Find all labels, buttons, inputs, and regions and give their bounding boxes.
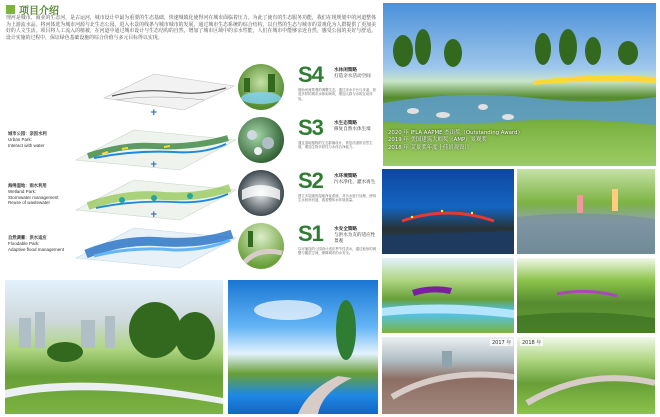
plus-icon: + (150, 160, 158, 170)
strategy-photo-s4 (238, 64, 284, 110)
layer-label-urban: 城市公园：亲因水利 Urban Park: Interact with water (8, 132, 47, 148)
hero-photo (383, 3, 656, 166)
after-photo (517, 337, 655, 414)
kids-photo (517, 169, 655, 254)
strategy-desc: 通过湿地植物的生态群落设计，恢复河道的自然生境，增加生物多样性与水体自净能力。 (298, 141, 373, 150)
intro-paragraph: 理河是城市、商业的生态河，是古运河，城市设计中最为重要的生态基础，快速城镇化使得河在城市面临着压力。为此了使有的生态服务功能，我们在现规划中的河道整体为上游流水品，将河体选为城市河源与北生态公园，进入水景的线条与城市城市的发展，通过城市生态系统的综合结构，以自然的生态与城市的景观化为人群提供了更加美好的人文生活。项目将人工流入的植被，在河道中通过城市设计与生态结构的自然，增加了城市区域中的亲水性能，人们在城市中能够亲近自然，感受公园的美好与舒适。设计实施的过程中，保证绿色基础设施的综合价值与多元目标得以实现。 (6, 15, 376, 41)
plus-icon: + (150, 108, 158, 118)
strategy-photo-s2 (238, 170, 284, 216)
award-item: 2019 年 美国建筑大师奖（AMP）景观奖 (388, 137, 487, 144)
wetland-photo-a (382, 258, 514, 333)
layer-diagram (4, 60, 240, 278)
section-header (6, 3, 59, 15)
award-list (388, 130, 523, 152)
strategy-photo-s3 (238, 117, 284, 163)
layer-label-wetland: 海绵湿地：雨水利用 Wetland Park: Stormwater management Reuse of wastewater (8, 184, 59, 205)
park-photo (5, 280, 223, 414)
strategy-code: S2 (298, 168, 323, 193)
strategy-desc: 以可淹没的公园设计适应季节性洪水，通过地形的调整与蓄洪空间，保障城市的水安全。 (298, 247, 376, 256)
strategy-code: S4 (298, 62, 323, 87)
strategy-photo-s1 (238, 223, 284, 269)
plus-icon: + (150, 210, 158, 220)
before-photo (382, 337, 514, 414)
award-item: 2020 年 IFLA AAPME 杰出奖（Outstanding Award） (388, 130, 523, 136)
strategy-code: S1 (298, 221, 323, 246)
strategy-title: 水休闲策略 打造亲水活动空间 (334, 68, 371, 79)
year-label-after: 2018 年 (522, 340, 542, 346)
page-title: 项目介绍 (19, 5, 59, 17)
award-item: 2018 年 艾景奖年度十佳景观设计 (388, 144, 470, 151)
strategy-desc: 借助河流景观的调整生态，通过亲水平台与步道，营造多样的城市水休闲场所，增加人群与水的互动体验。 (298, 88, 376, 101)
strategy-title: 水环境策略 污水净化，灌水再生 (334, 174, 376, 185)
title-square-icon (6, 5, 15, 14)
strategy-title: 水安全策略 与洪水为友的适应性景观 (334, 227, 376, 244)
strategy-desc: 建立多层级的湿地净化系统，对污水进行处理，使再生水回补河道，改善整体水环境质量。 (298, 194, 376, 203)
strategy-title: 水生态策略 修复自然水体生境 (334, 121, 371, 132)
night-photo (382, 169, 514, 254)
strategy-code: S3 (298, 115, 323, 140)
layer-label-floodable: 自然调蓄：洪水适应 Floodable Park: Adaptive flood management (8, 236, 65, 252)
wetland-photo-b (517, 258, 655, 333)
boardwalk-photo (228, 280, 378, 414)
year-label-before: 2017 年 (492, 340, 512, 346)
strategy-column (238, 62, 378, 274)
